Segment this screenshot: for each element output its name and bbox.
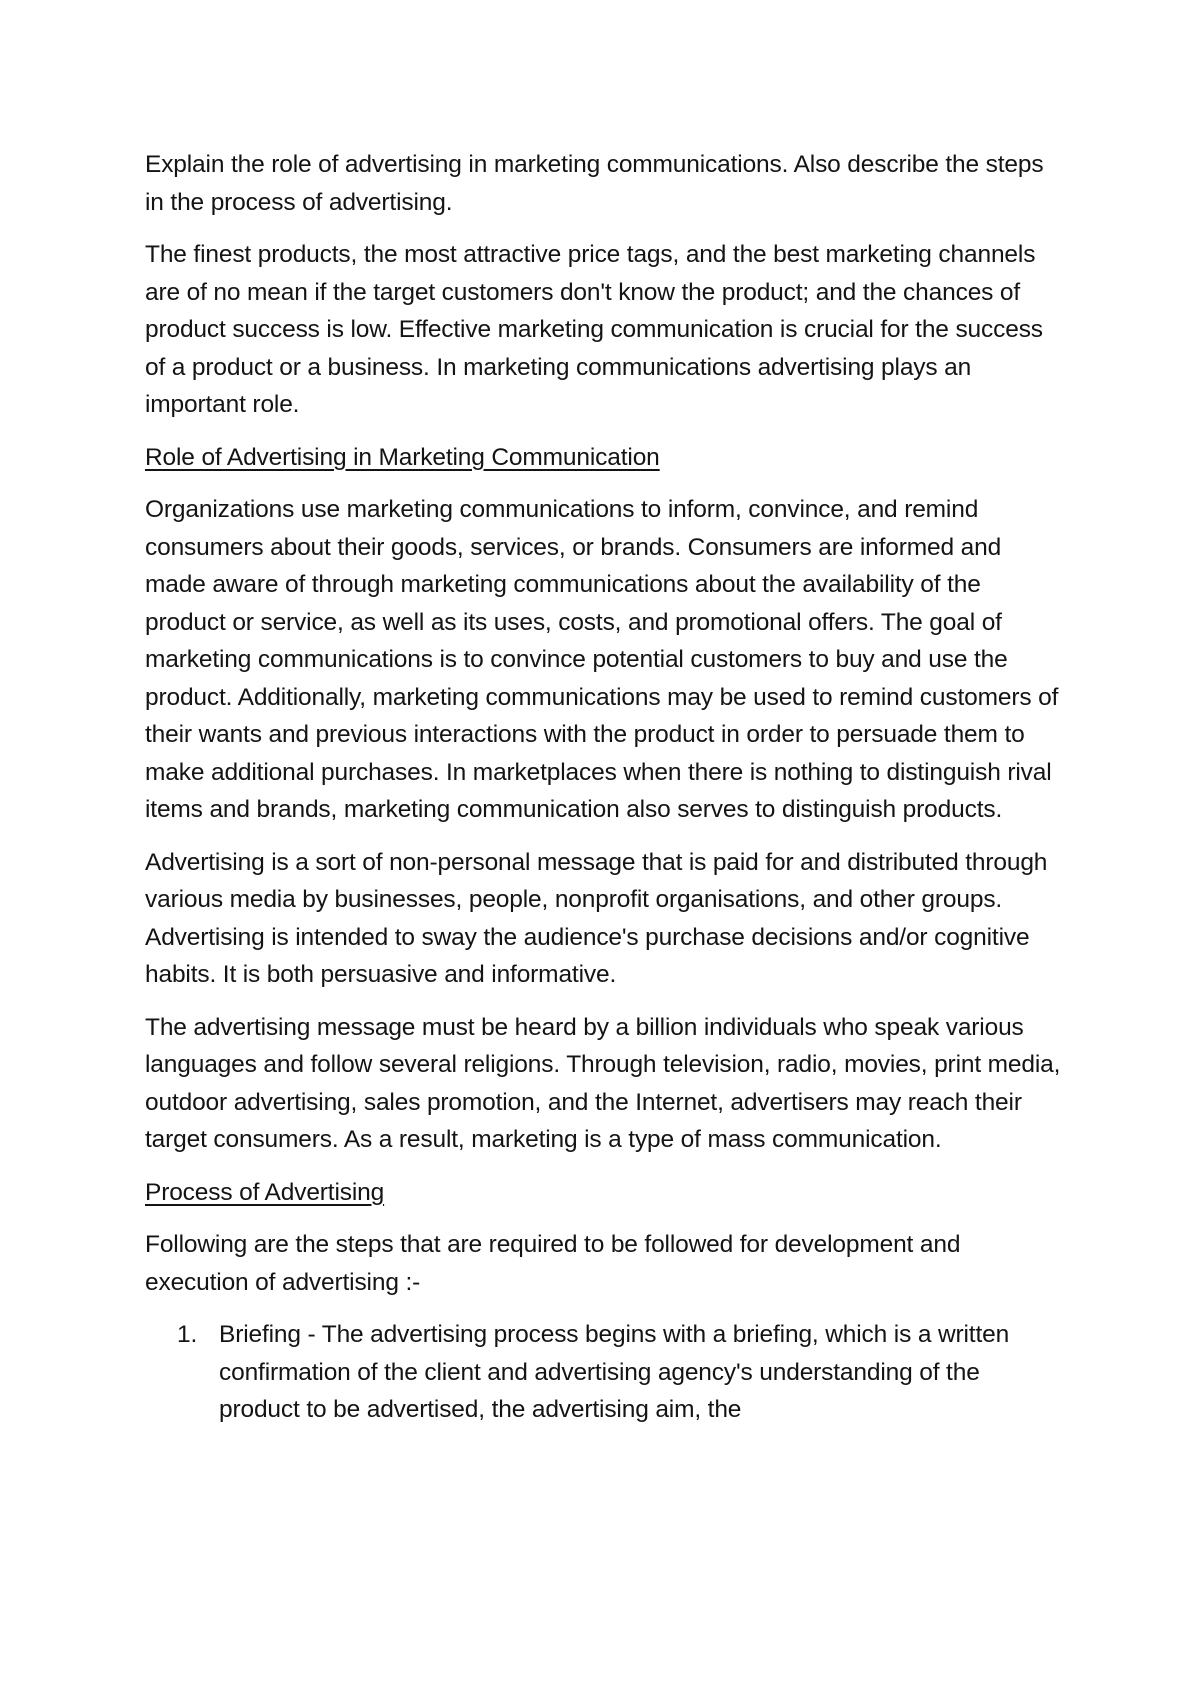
step-text: Briefing - The advertising process begins with a briefing, which is a written confirmation of the client and advertising agency's understanding of the product to be advertised, the advertising aim, the <box>219 1321 1010 1423</box>
question-text: Explain the role of advertising in marketing communications. Also describe the steps in the process of advertising. <box>145 151 1044 216</box>
role-paragraph: The advertising message must be heard by a billion individuals who speak various languages and follow several religions. Through television, radio, movies, print media, outdoor advertising, sales promotion, and the Internet, advertisers may reach their target consumers. As a result, marketing is a type of mass communication. <box>145 1013 1061 1153</box>
role-heading: Role of Advertising in Marketing Communication <box>145 443 660 471</box>
step-number: 1. <box>177 1321 198 1348</box>
process-heading: Process of Advertising <box>145 1178 385 1206</box>
role-paragraph: Advertising is a sort of non-personal message that is paid for and distributed through various media by businesses, people, nonprofit organisations, and other groups. Advertising is intended to sway the audience's purchase decisions and/or cognitive habits. It is both persuasive and informative. <box>145 848 1048 988</box>
role-paragraph: Organizations use marketing communications to inform, convince, and remind consumers about their goods, services, or brands. Consumers are informed and made aware of through marketing communications about the availability of the product or service, as well as its uses, costs, and promotional offers. The goal of marketing communications is to convince potential customers to buy and use the product. Additionally, marketing communications may be used to remind customers of their wants and previous interactions with the product in order to persuade them to make additional purchases. In marketplaces when there is nothing to distinguish rival items and brands, marketing communication also serves to distinguish products. <box>145 496 1059 823</box>
process-intro: Following are the steps that are required to be followed for development and execution of advertising :- <box>145 1231 961 1296</box>
document-body <box>145 146 1065 1429</box>
process-steps-list <box>145 1316 1065 1429</box>
intro-paragraph: The finest products, the most attractive price tags, and the best marketing channels are of no mean if the target customers don't know the product; and the chances of product success is low. Effective marketing communication is crucial for the success of a product or a business. In marketing communications advertising plays an important role. <box>145 241 1043 418</box>
list-item <box>145 1316 1065 1429</box>
